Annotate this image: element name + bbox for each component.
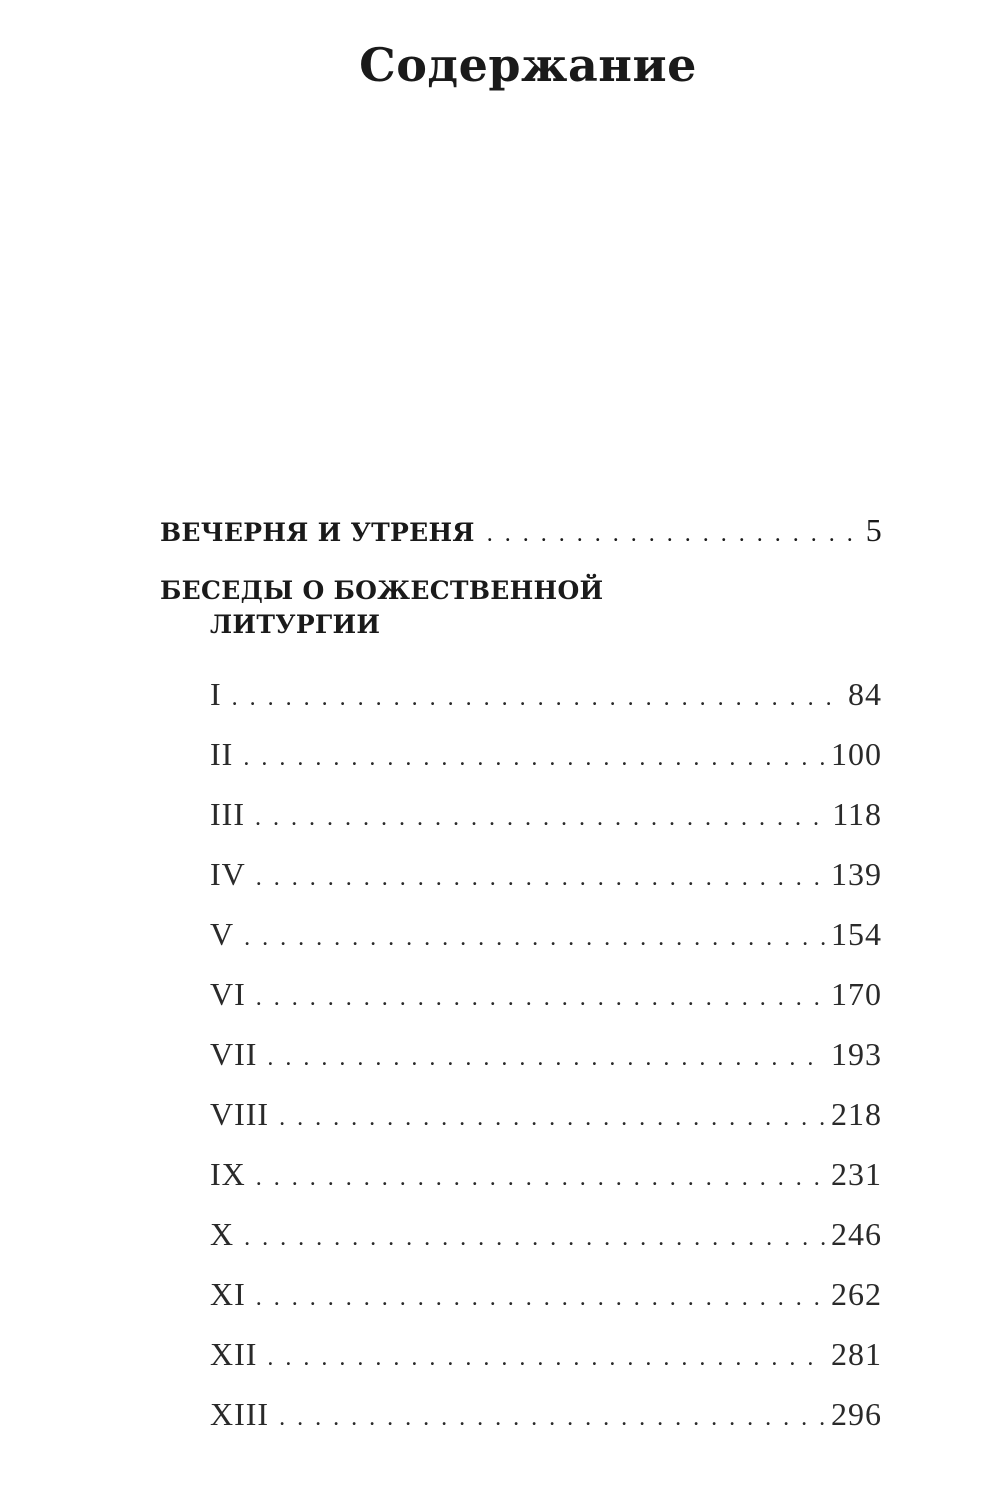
toc-sub-entry[interactable]: [210, 1144, 882, 1204]
toc-entry-label: III: [210, 796, 245, 832]
section-heading-line-2: ЛИТУРГИИ: [210, 610, 381, 639]
toc-page-number: 118: [832, 796, 882, 832]
toc-page-number: 100: [831, 736, 882, 772]
dot-leader: [256, 1148, 827, 1208]
toc-page-number: 84: [848, 676, 882, 712]
toc-page-number: 170: [831, 976, 882, 1012]
toc-sub-entry[interactable]: [210, 1204, 882, 1264]
toc-sub-entry[interactable]: [210, 784, 882, 844]
toc-sub-entry[interactable]: [210, 964, 882, 1024]
toc-page-number: 154: [831, 916, 882, 952]
dot-leader: [279, 1388, 827, 1448]
dot-leader: [279, 1088, 827, 1148]
dot-leader: [244, 908, 827, 968]
toc-page-number: 231: [831, 1156, 882, 1192]
dot-leader: [232, 668, 844, 728]
toc-section-liturgy-heading: [160, 574, 882, 642]
toc-page-number: 193: [831, 1036, 882, 1072]
toc-page-number: 262: [831, 1276, 882, 1312]
toc-entry-label: XII: [210, 1336, 258, 1372]
toc-entry-label: IX: [210, 1156, 246, 1192]
section-heading-line-1: БЕСЕДЫ О БОЖЕСТВЕННОЙ: [160, 576, 604, 605]
toc-entry-label: XIII: [210, 1396, 270, 1432]
toc-page-number: 218: [831, 1096, 882, 1132]
toc-sub-entry[interactable]: [210, 1084, 882, 1144]
toc-page-number: 281: [831, 1336, 882, 1372]
table-of-contents: [160, 512, 882, 1444]
toc-sub-list: [160, 664, 882, 1444]
toc-sub-entry[interactable]: [210, 1264, 882, 1324]
toc-entry-label: VIII: [210, 1096, 270, 1132]
toc-entry-label: IV: [210, 856, 246, 892]
toc-page-number: 5: [865, 512, 882, 548]
toc-entry-label: ВЕЧЕРНЯ И УТРЕНЯ: [160, 518, 475, 547]
toc-entry-label: I: [210, 676, 222, 712]
dot-leader: [267, 1028, 827, 1088]
toc-page-number: 246: [831, 1216, 882, 1252]
toc-sub-entry[interactable]: [210, 1384, 882, 1444]
toc-sub-entry[interactable]: [210, 1024, 882, 1084]
toc-entry-label: II: [210, 736, 234, 772]
toc-entry-label: VI: [210, 976, 246, 1012]
toc-sub-entry[interactable]: [210, 1324, 882, 1384]
toc-sub-entry[interactable]: [210, 844, 882, 904]
toc-page-number: 139: [831, 856, 882, 892]
toc-entry-label: V: [210, 916, 235, 952]
dot-leader: [487, 521, 862, 548]
dot-leader: [267, 1328, 827, 1388]
dot-leader: [256, 848, 827, 908]
toc-entry-label: X: [210, 1216, 235, 1252]
dot-leader: [244, 1208, 827, 1268]
toc-entry-label: XI: [210, 1276, 246, 1312]
page-title: Содержание: [359, 38, 697, 92]
toc-sub-entry[interactable]: [210, 904, 882, 964]
toc-page-number: 296: [831, 1396, 882, 1432]
toc-entry-vespers-matins[interactable]: [160, 512, 882, 568]
dot-leader: [255, 788, 828, 848]
dot-leader: [256, 1268, 827, 1328]
toc-sub-entry[interactable]: [210, 724, 882, 784]
toc-sub-entry[interactable]: [210, 664, 882, 724]
dot-leader: [243, 728, 827, 788]
toc-entry-label: VII: [210, 1036, 258, 1072]
dot-leader: [256, 968, 827, 1028]
